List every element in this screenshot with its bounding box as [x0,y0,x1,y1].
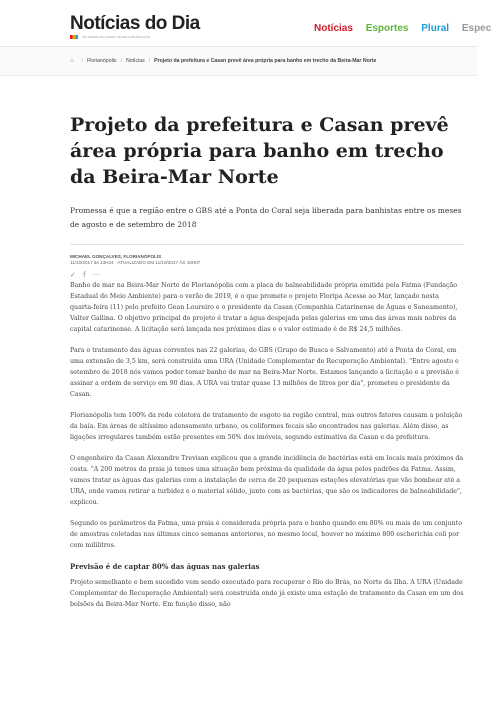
article-paragraph: Banho de mar na Beira-Mar Norte de Florianópolis com a placa de balneabilidade própria emitida pela Fatma (Fundação Estadual do Meio Ambiente) para o verão de 2019, é o que promete o projeto Floripa Acesse ao Mar, lançado nesta quarta-feira (11) pelo prefeito Gean Loureiro e o presidente da Casan (Companhia Catarinense de Águas e Saneamento), Valter Gallina. O objetivo principal do projeto é tratar a água despejada pelas galerias em uma das áreas mais nobres da capital catarinense. A licitação será lançada nos próximos dias e o valor estimado é de R$ 24,5 milhões. [70,282,458,333]
article-subheading: Previsão é de captar 80% das águas nas galerias [70,562,260,571]
nav-noticias[interactable]: Notícias [314,23,353,34]
article-author: MICHAEL GONÇALVES, FLORIANÓPOLIS [70,254,162,259]
logo-tagline: UM JORNAL DO GRUPO ND DE COMUNICAÇÃO [82,35,151,39]
breadcrumb [0,47,477,76]
breadcrumb-separator: / [148,58,151,64]
site-logo[interactable]: Notícias do Dia [70,13,200,34]
more-icon[interactable]: ··· [92,271,100,279]
nav-esportes[interactable]: Esportes [365,23,409,34]
nav-especiais[interactable]: Espec [461,23,492,34]
article-paragraph: Para o tratamento das águas correntes nas 22 galerias, do GBS (Grupo de Busca e Salvamento) até a Ponta do Coral, em uma extensão de 3,5 km, será construída uma URA (Unidade Complementar de Recuperação Ambiental). "Entre agosto e setembro de 2018 nós vamos poder tomar banho de mar na Beira-Mar Norte. Estamos lançando a licitação e a previsão é assinar a ordem de serviço em 90 dias. A URA vai tratar quase 13 milhões de litros por dia", prometeu o presidente da Casan. [70,347,459,398]
article-paragraph: Florianópolis tem 100% da rede coletora de tratamento de esgoto na região central, mas outros fatores causam a poluição da baía. Em áreas de altíssimo adensamento urbano, os coliformes fecais são encontrados nas galerias. Além disso, as ligações irregulares também estão presentes em 50% dos imóveis, segundo estimativa da Casan e da prefeitura. [70,412,463,441]
site-header [0,0,492,47]
breadcrumb-current: Projeto da prefeitura e Casan prevê área própria para banho em trecho da Beira-Mar Norte [154,58,377,64]
article-body [70,280,464,610]
article-dates: 11/10/2017 às 13H24 · ATUALIZADO EM 11/10/2017 ÀS 18H07 [70,260,201,265]
article [70,112,464,620]
share-bar [70,271,464,280]
main-nav [314,23,501,34]
twitter-icon[interactable]: ✓ [70,271,76,279]
divider [70,244,464,245]
breadcrumb-separator: / [81,58,84,64]
article-title: Projeto da prefeitura e Casan prevê área própria para banho em trecho da Beira-Mar Norte [70,114,449,188]
breadcrumb-separator: / [120,58,122,64]
article-paragraph: Segundo os parâmetros da Fatma, uma praia é considerada própria para o banho quando em 80% ou mais de um conjunto de amostras coletadas nas últimas cinco semanas anteriores, no mesmo local, houver no máximo 800 escherichia coli por cem mililitros. [70,520,463,549]
logo-stripe [70,35,78,39]
breadcrumb-florianopolis[interactable]: Florianópolis [87,58,117,64]
article-paragraph: Projeto semelhante e bem sucedido vem sendo executado para recuperar o Rio do Brás, no Norte da Ilha. A URA (Unidade Complementar de Recuperação Ambiental) será construída onde já existe uma estação de tratamento da Casan em um dos bolsões da Beira-Mar Norte. Em função disso, não [70,579,464,608]
article-paragraph: O engenheiro da Casan Alexandre Trevisan explicou que a grande incidência de bactérias está em locais mais próximos da costa. "A 200 metros da praia já temos uma situação bem próxima da qualidade da água pelos padrões da Fatma. Assim, vamos tratar as águas das galerias com a instalação de cerca de 20 pequenas estações elevatórias que vão bombear até a URA, onde vamos retirar a turbidez e o material sólido, junto com as bactérias, que são os indicadores de balneabilidade", explicou. [70,455,464,506]
nav-plural[interactable]: Plural [421,23,450,34]
facebook-icon[interactable]: f [83,271,86,279]
article-subtitle: Promessa é que a região entre o GBS até a Ponta do Coral seja liberada para banhistas entre os meses de agosto e de setembro de 2018 [70,206,462,229]
breadcrumb-noticias[interactable]: Notícias [125,58,145,64]
home-icon[interactable]: ⌂ [70,58,74,64]
